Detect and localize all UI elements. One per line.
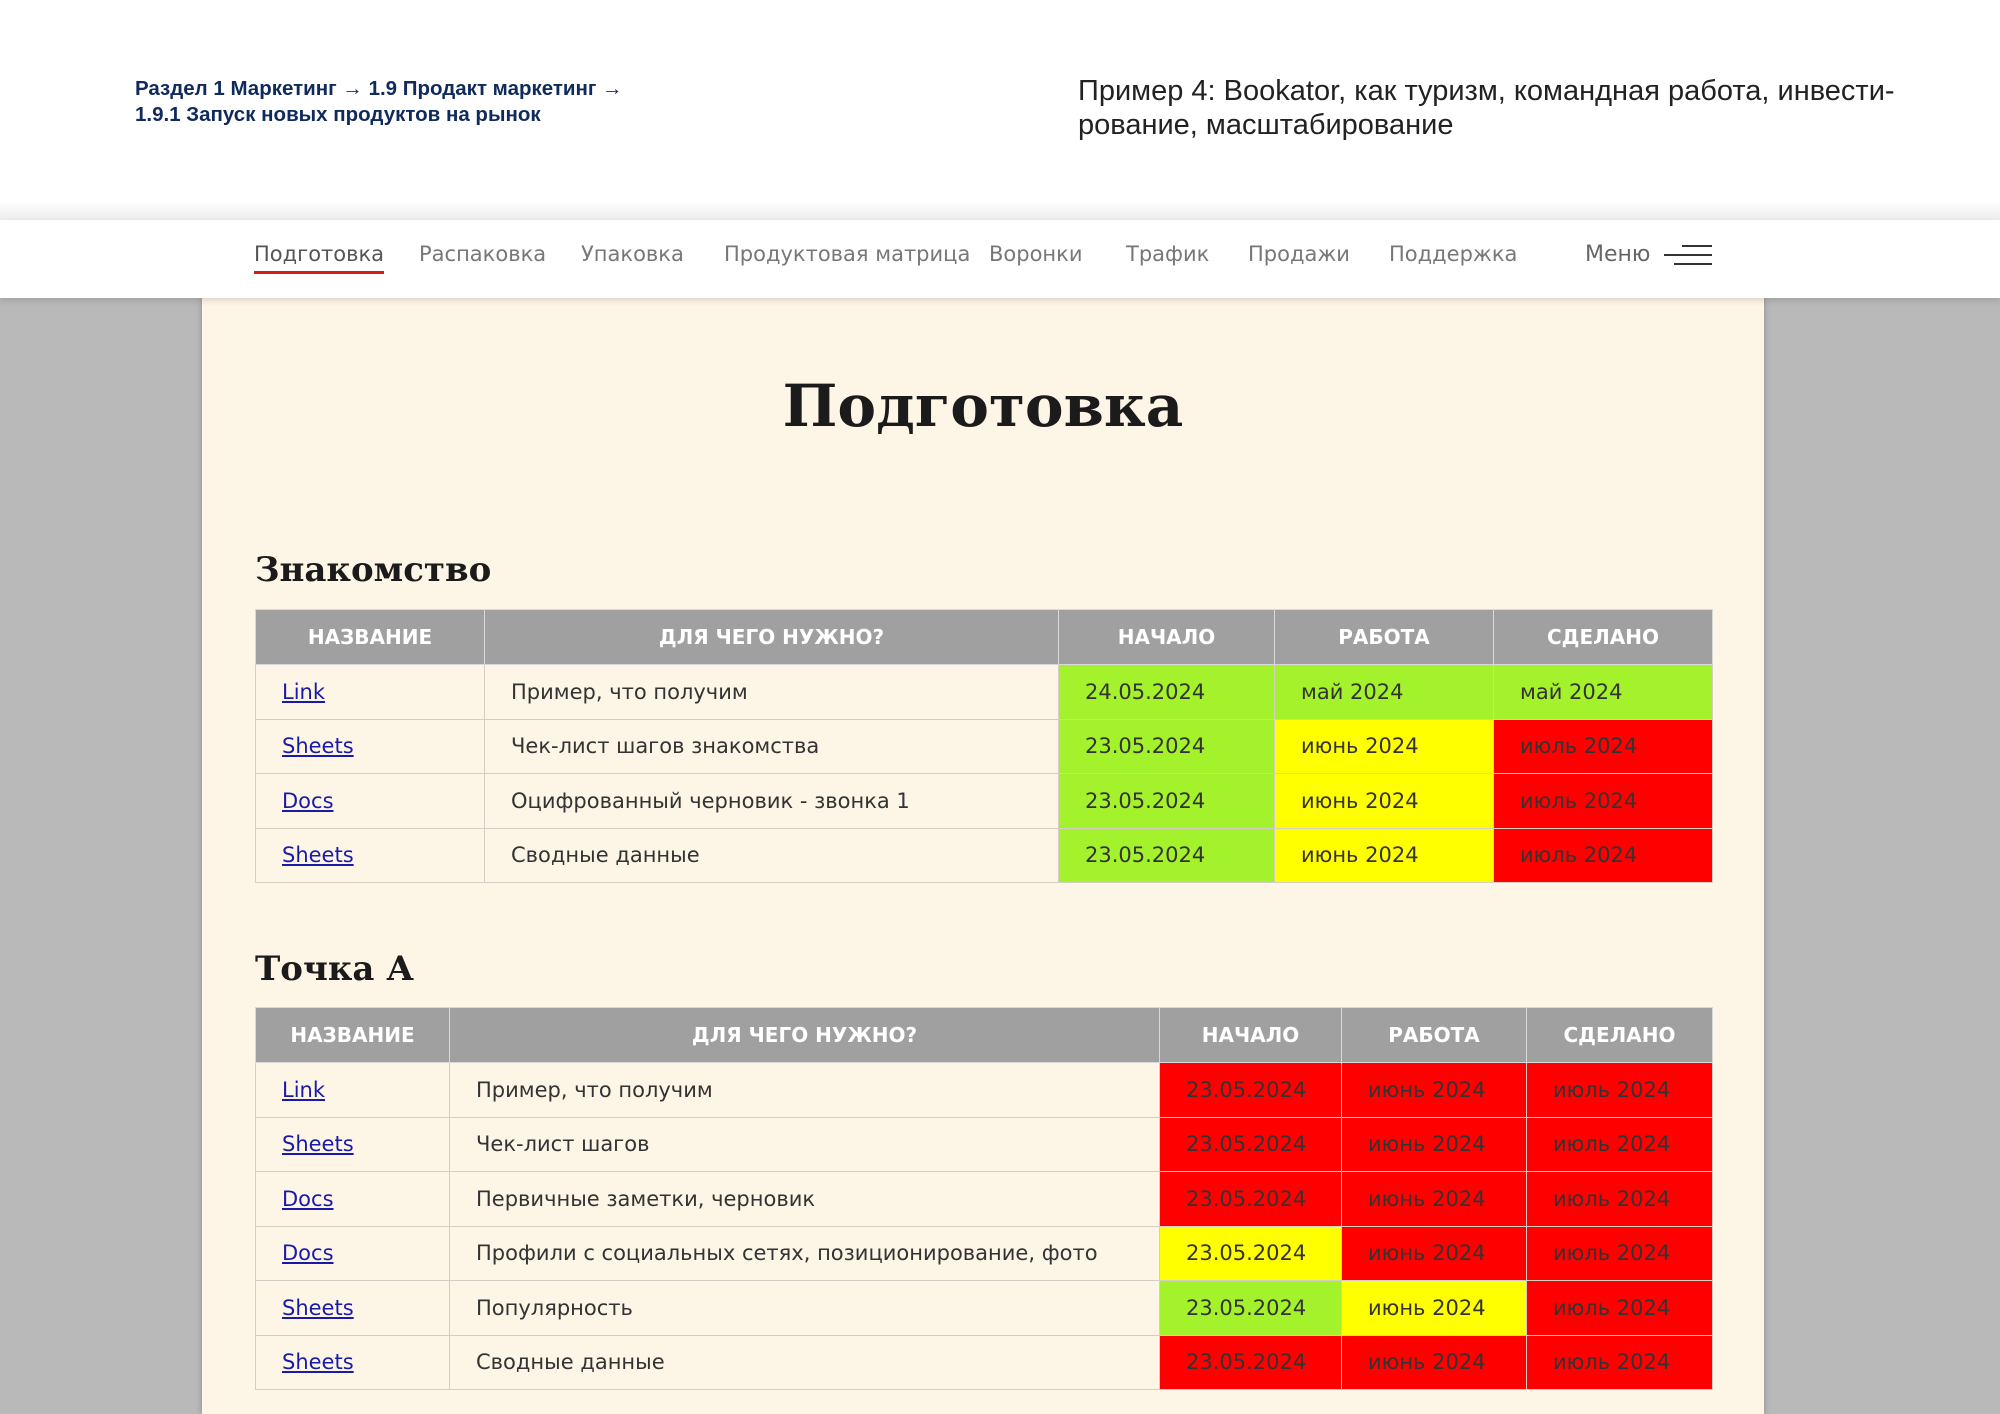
done-cell: июль 2024 — [1527, 1117, 1713, 1172]
start-cell: 23.05.2024 — [1059, 719, 1275, 774]
table-row — [256, 1281, 1713, 1336]
done-cell: май 2024 — [1494, 665, 1713, 720]
work-cell: июнь 2024 — [1342, 1117, 1527, 1172]
purpose-cell: Оцифрованный черновик - звонка 1 — [485, 774, 1059, 829]
section-title-znakomstvo: Знакомство — [255, 550, 492, 590]
name-cell — [256, 719, 485, 774]
table-row — [256, 1172, 1713, 1227]
work-cell: июнь 2024 — [1342, 1063, 1527, 1118]
document-link[interactable]: Sheets — [282, 1295, 354, 1320]
breadcrumb — [135, 76, 695, 128]
purpose-cell: Пример, что получим — [450, 1063, 1160, 1118]
done-cell: июль 2024 — [1494, 774, 1713, 829]
table-row — [256, 828, 1713, 883]
purpose-cell: Чек-лист шагов знакомства — [485, 719, 1059, 774]
document-link[interactable]: Docs — [282, 1186, 334, 1211]
hamburger-icon — [1664, 243, 1712, 267]
document-link[interactable]: Sheets — [282, 843, 354, 868]
page-title: Подготовка — [782, 372, 1184, 440]
start-cell: 23.05.2024 — [1160, 1226, 1342, 1281]
start-cell: 23.05.2024 — [1160, 1117, 1342, 1172]
work-cell: июнь 2024 — [1275, 774, 1494, 829]
work-cell: июнь 2024 — [1275, 828, 1494, 883]
example-title-line-2: рование, масштабирование — [1078, 109, 1454, 141]
name-cell — [256, 1335, 450, 1390]
col-header-work: РАБОТА — [1275, 610, 1494, 665]
document-link[interactable]: Sheets — [282, 1132, 354, 1157]
table-row — [256, 719, 1713, 774]
nav-item-funnels[interactable]: Воронки — [989, 242, 1083, 266]
col-header-purpose: ДЛЯ ЧЕГО НУЖНО? — [485, 610, 1059, 665]
start-cell: 23.05.2024 — [1059, 774, 1275, 829]
work-cell: июнь 2024 — [1342, 1335, 1527, 1390]
name-cell — [256, 774, 485, 829]
example-title — [1078, 74, 1908, 142]
table-znakomstvo — [255, 609, 1713, 883]
work-cell: июнь 2024 — [1275, 719, 1494, 774]
name-cell — [256, 1063, 450, 1118]
start-cell: 23.05.2024 — [1059, 828, 1275, 883]
nav-item-product-matrix[interactable]: Продуктовая матрица — [724, 242, 971, 266]
table-tochka-a — [255, 1007, 1713, 1390]
breadcrumb-line-2: 1.9.1 Запуск новых продуктов на рынок — [135, 103, 541, 126]
nav-item-support[interactable]: Поддержка — [1389, 242, 1518, 266]
document-link[interactable]: Sheets — [282, 1350, 354, 1375]
name-cell — [256, 1172, 450, 1227]
start-cell: 24.05.2024 — [1059, 665, 1275, 720]
nav-item-traffic[interactable]: Трафик — [1126, 242, 1210, 266]
table-row — [256, 665, 1713, 720]
document-link[interactable]: Docs — [282, 788, 334, 813]
top-header — [0, 0, 2000, 220]
start-cell: 23.05.2024 — [1160, 1281, 1342, 1336]
example-title-line-1: Пример 4: Bookator, как туризм, командная работа, инвести- — [1078, 75, 1895, 107]
col-header-name: НАЗВАНИЕ — [256, 1008, 450, 1063]
section-title-tochka-a: Точка А — [255, 949, 414, 989]
col-header-work: РАБОТА — [1342, 1008, 1527, 1063]
purpose-cell: Профили с социальных сетях, позиционирование, фото — [450, 1226, 1160, 1281]
header-shadow — [0, 200, 2000, 220]
nav-item-sales[interactable]: Продажи — [1248, 242, 1350, 266]
purpose-cell: Сводные данные — [485, 828, 1059, 883]
name-cell — [256, 1281, 450, 1336]
col-header-start: НАЧАЛО — [1059, 610, 1275, 665]
purpose-cell: Пример, что получим — [485, 665, 1059, 720]
done-cell: июль 2024 — [1494, 719, 1713, 774]
purpose-cell: Сводные данные — [450, 1335, 1160, 1390]
nav-item-upakovka[interactable]: Упаковка — [581, 242, 684, 266]
nav-item-podgotovka[interactable]: Подготовка — [254, 242, 385, 266]
document-link[interactable]: Docs — [282, 1241, 334, 1266]
purpose-cell: Первичные заметки, черновик — [450, 1172, 1160, 1227]
done-cell: июль 2024 — [1527, 1226, 1713, 1281]
name-cell — [256, 1226, 450, 1281]
name-cell — [256, 1117, 450, 1172]
purpose-cell: Популярность — [450, 1281, 1160, 1336]
document-link[interactable]: Link — [282, 679, 326, 704]
start-cell: 23.05.2024 — [1160, 1335, 1342, 1390]
table-row — [256, 1063, 1713, 1118]
work-cell: май 2024 — [1275, 665, 1494, 720]
col-header-done: СДЕЛАНО — [1494, 610, 1713, 665]
work-cell: июнь 2024 — [1342, 1226, 1527, 1281]
document-link[interactable]: Link — [282, 1077, 326, 1102]
name-cell — [256, 828, 485, 883]
nav-item-raspakovka[interactable]: Распаковка — [419, 242, 547, 266]
name-cell — [256, 665, 485, 720]
col-header-done: СДЕЛАНО — [1527, 1008, 1713, 1063]
done-cell: июль 2024 — [1527, 1335, 1713, 1390]
done-cell: июль 2024 — [1527, 1281, 1713, 1336]
work-cell: июнь 2024 — [1342, 1172, 1527, 1227]
done-cell: июль 2024 — [1527, 1172, 1713, 1227]
menu-button[interactable] — [1585, 242, 1712, 267]
start-cell: 23.05.2024 — [1160, 1172, 1342, 1227]
purpose-cell: Чек-лист шагов — [450, 1117, 1160, 1172]
table-row — [256, 1117, 1713, 1172]
menu-label: Меню — [1585, 242, 1651, 267]
site-nav — [0, 220, 2000, 298]
start-cell: 23.05.2024 — [1160, 1063, 1342, 1118]
table-row — [256, 774, 1713, 829]
table-header — [256, 610, 1713, 665]
done-cell: июль 2024 — [1527, 1063, 1713, 1118]
table-header — [256, 1008, 1713, 1063]
col-header-start: НАЧАЛО — [1160, 1008, 1342, 1063]
table-row — [256, 1335, 1713, 1390]
table-row — [256, 1226, 1713, 1281]
work-cell: июнь 2024 — [1342, 1281, 1527, 1336]
col-header-purpose: ДЛЯ ЧЕГО НУЖНО? — [450, 1008, 1160, 1063]
breadcrumb-line-1: Раздел 1 Маркетинг → 1.9 Продакт маркетинг → — [135, 77, 623, 100]
col-header-name: НАЗВАНИЕ — [256, 610, 485, 665]
done-cell: июль 2024 — [1494, 828, 1713, 883]
document-link[interactable]: Sheets — [282, 734, 354, 759]
